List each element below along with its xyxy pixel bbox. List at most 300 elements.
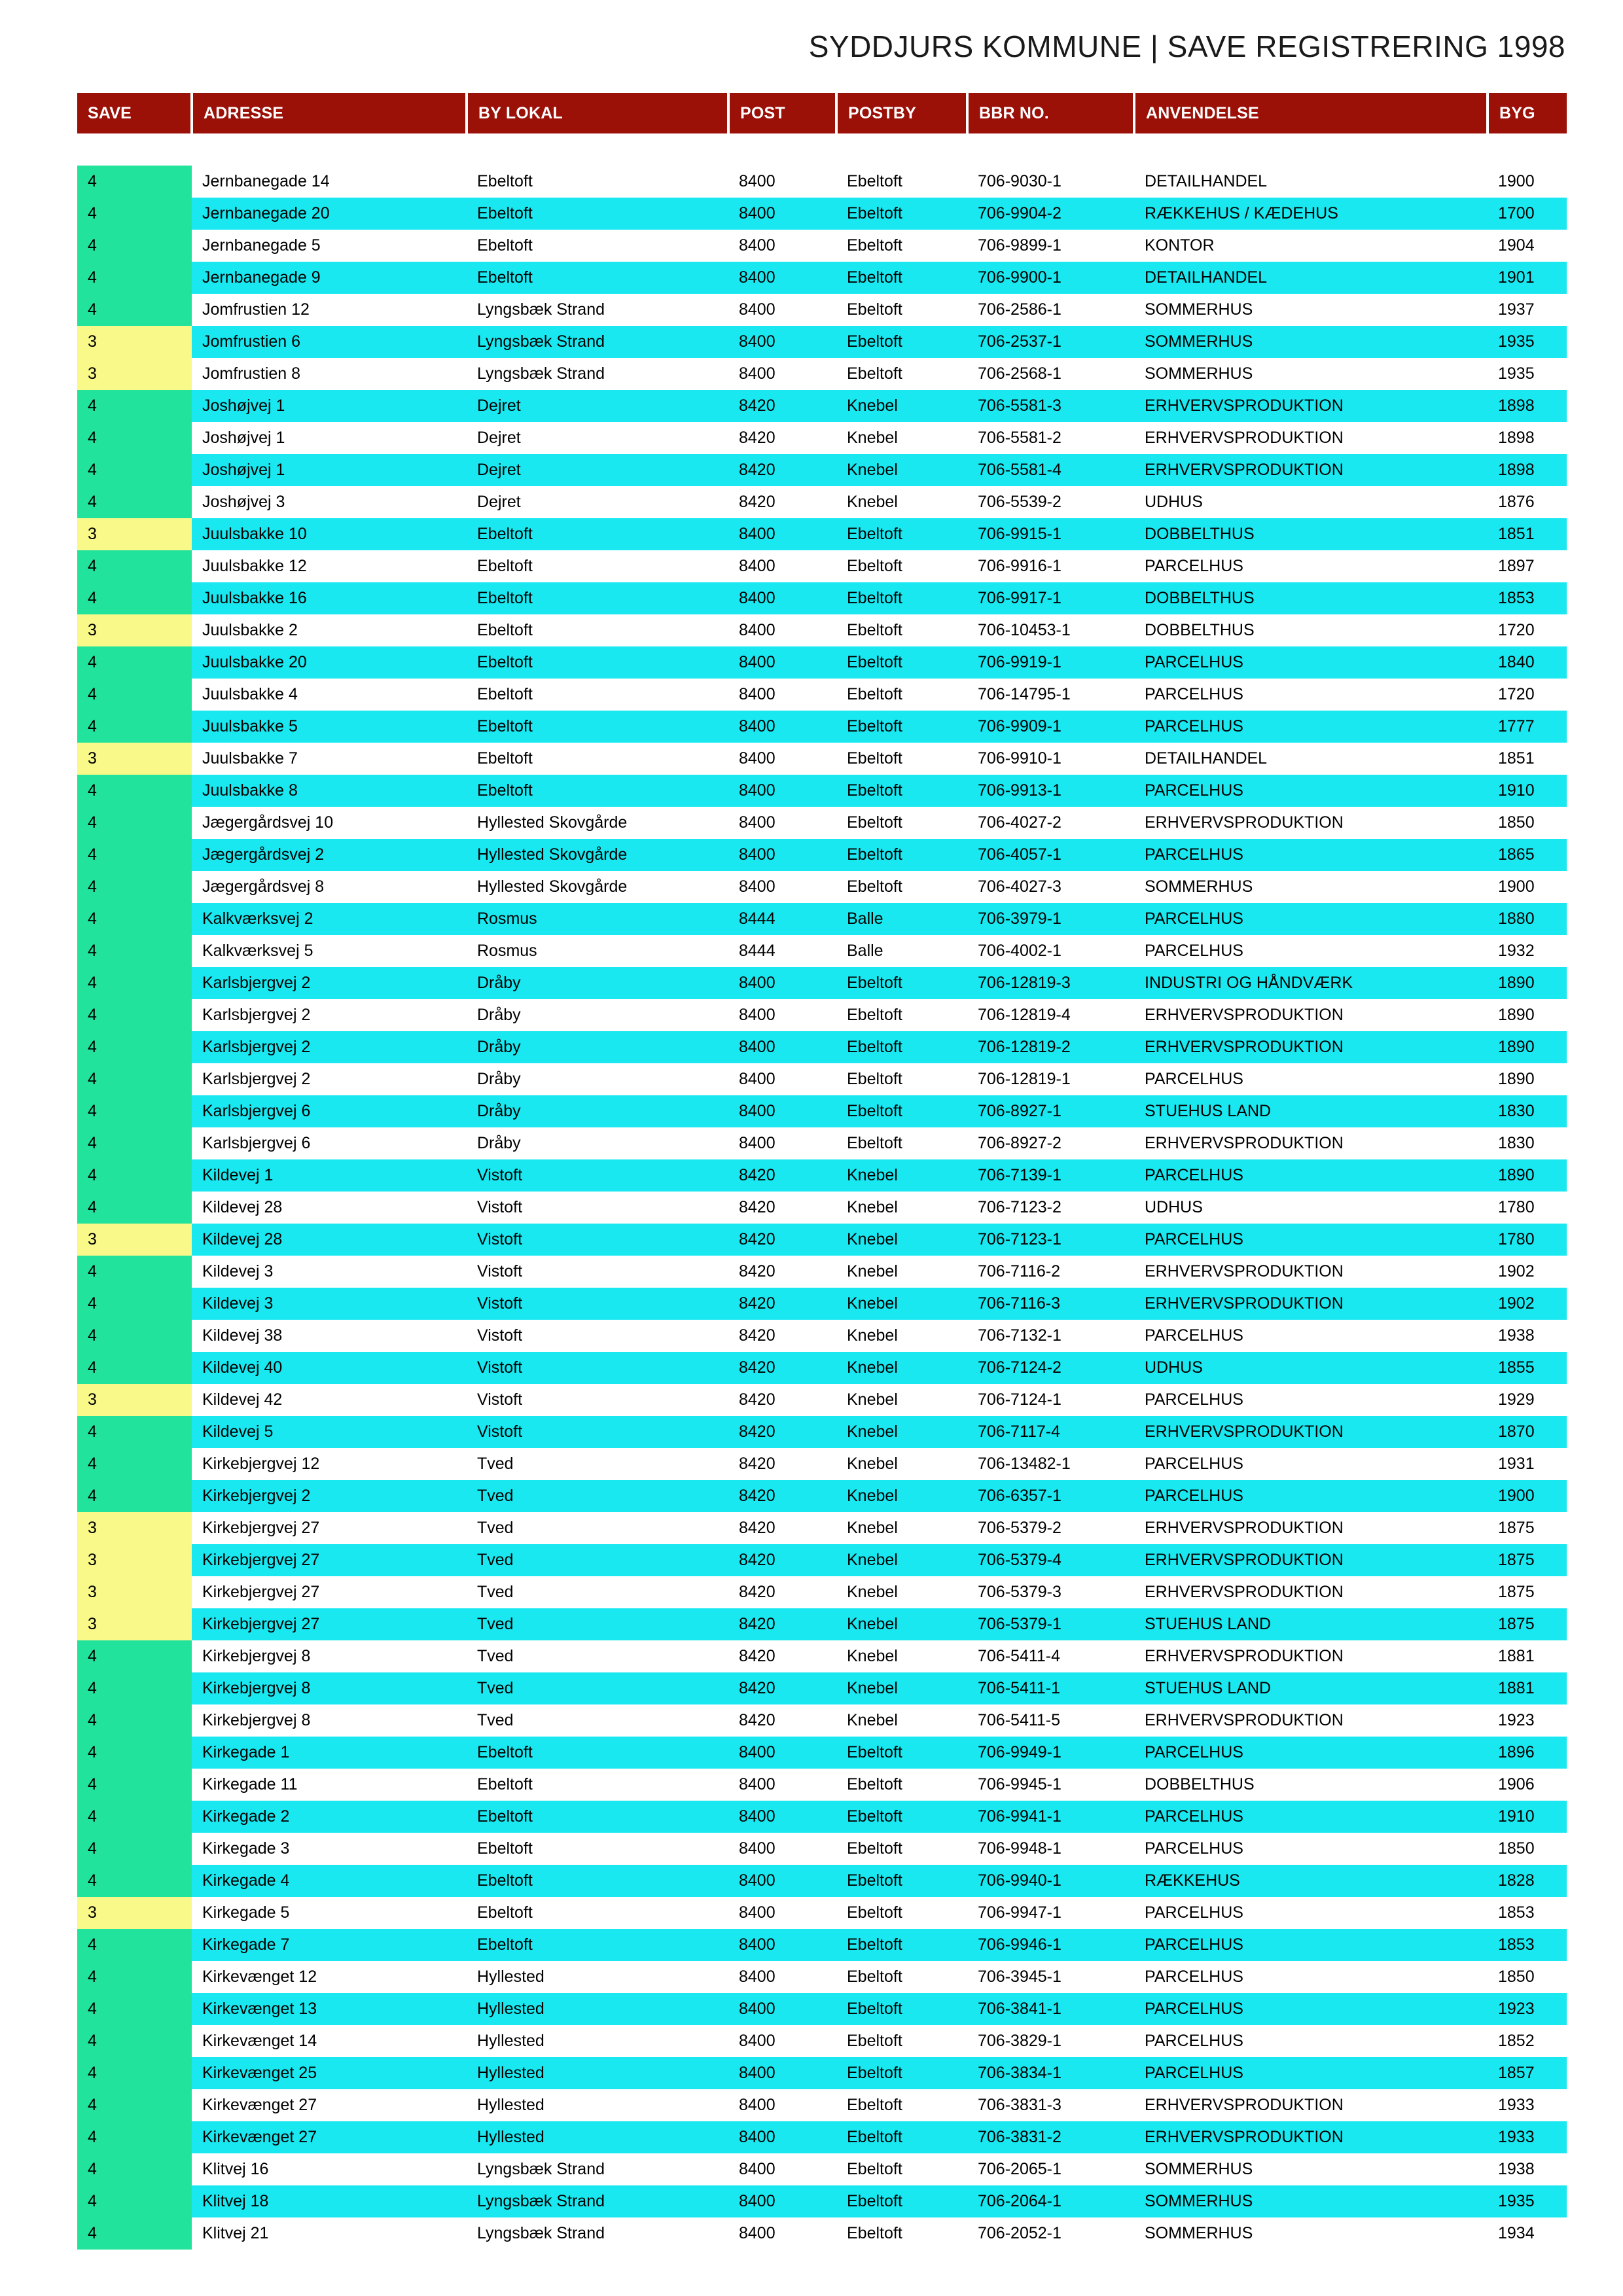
cell-bbr: 706-5539-2 xyxy=(967,486,1134,518)
cell-bylokal: Ebeltoft xyxy=(467,582,728,614)
cell-save: 3 xyxy=(77,1897,192,1929)
cell-anvendelse: PARCELHUS xyxy=(1134,1063,1488,1095)
cell-byg: 1855 xyxy=(1488,1352,1567,1384)
cell-byg: 1935 xyxy=(1488,2185,1567,2217)
cell-bylokal: Tved xyxy=(467,1608,728,1640)
cell-anvendelse: PARCELHUS xyxy=(1134,2025,1488,2057)
cell-anvendelse: ERHVERVSPRODUKTION xyxy=(1134,807,1488,839)
cell-byg: 1780 xyxy=(1488,1192,1567,1224)
cell-byg: 1890 xyxy=(1488,967,1567,999)
cell-byg: 1852 xyxy=(1488,2025,1567,2057)
table-row xyxy=(77,1320,1567,1352)
cell-save: 4 xyxy=(77,1769,192,1801)
cell-save: 3 xyxy=(77,1544,192,1576)
cell-bylokal: Ebeltoft xyxy=(467,1865,728,1897)
cell-save: 4 xyxy=(77,166,192,198)
cell-bbr: 706-9909-1 xyxy=(967,711,1134,743)
cell-save: 4 xyxy=(77,2121,192,2153)
cell-bylokal: Lyngsbæk Strand xyxy=(467,358,728,390)
cell-post: 8400 xyxy=(728,166,836,198)
cell-anvendelse: KONTOR xyxy=(1134,230,1488,262)
column-header-adresse: ADRESSE xyxy=(192,93,467,133)
cell-anvendelse: INDUSTRI OG HÅNDVÆRK xyxy=(1134,967,1488,999)
cell-save: 4 xyxy=(77,2185,192,2217)
cell-postby: Knebel xyxy=(836,1544,967,1576)
cell-postby: Ebeltoft xyxy=(836,1737,967,1769)
cell-adresse: Joshøjvej 3 xyxy=(192,486,467,518)
cell-adresse: Kildevej 1 xyxy=(192,1159,467,1192)
cell-bylokal: Ebeltoft xyxy=(467,1737,728,1769)
cell-bbr: 706-9916-1 xyxy=(967,550,1134,582)
cell-bylokal: Vistoft xyxy=(467,1320,728,1352)
cell-byg: 1851 xyxy=(1488,743,1567,775)
cell-bbr: 706-6357-1 xyxy=(967,1480,1134,1512)
cell-byg: 1777 xyxy=(1488,711,1567,743)
table-row xyxy=(77,1929,1567,1961)
cell-save: 4 xyxy=(77,807,192,839)
cell-anvendelse: SOMMERHUS xyxy=(1134,2153,1488,2185)
cell-adresse: Juulsbakke 4 xyxy=(192,679,467,711)
table-row xyxy=(77,582,1567,614)
cell-adresse: Kirkebjergvej 27 xyxy=(192,1576,467,1608)
cell-byg: 1828 xyxy=(1488,1865,1567,1897)
cell-anvendelse: PARCELHUS xyxy=(1134,775,1488,807)
cell-byg: 1853 xyxy=(1488,582,1567,614)
cell-post: 8400 xyxy=(728,775,836,807)
table-row xyxy=(77,2025,1567,2057)
cell-bbr: 706-2586-1 xyxy=(967,294,1134,326)
cell-postby: Ebeltoft xyxy=(836,166,967,198)
cell-postby: Knebel xyxy=(836,1672,967,1704)
cell-save: 4 xyxy=(77,1320,192,1352)
cell-adresse: Kirkegade 1 xyxy=(192,1737,467,1769)
cell-anvendelse: DOBBELTHUS xyxy=(1134,518,1488,550)
cell-post: 8400 xyxy=(728,743,836,775)
cell-anvendelse: SOMMERHUS xyxy=(1134,2217,1488,2250)
cell-save: 3 xyxy=(77,358,192,390)
cell-bylokal: Hyllested xyxy=(467,2089,728,2121)
table-row xyxy=(77,294,1567,326)
cell-save: 4 xyxy=(77,1031,192,1063)
cell-bylokal: Ebeltoft xyxy=(467,166,728,198)
cell-save: 4 xyxy=(77,1865,192,1897)
cell-save: 4 xyxy=(77,1480,192,1512)
cell-anvendelse: PARCELHUS xyxy=(1134,1159,1488,1192)
table-row xyxy=(77,967,1567,999)
cell-postby: Knebel xyxy=(836,1704,967,1737)
cell-byg: 1898 xyxy=(1488,422,1567,454)
cell-bylokal: Hyllested Skovgårde xyxy=(467,839,728,871)
cell-bbr: 706-12819-1 xyxy=(967,1063,1134,1095)
cell-bylokal: Lyngsbæk Strand xyxy=(467,326,728,358)
cell-postby: Knebel xyxy=(836,1416,967,1448)
cell-bbr: 706-3829-1 xyxy=(967,2025,1134,2057)
cell-byg: 1881 xyxy=(1488,1640,1567,1672)
cell-post: 8400 xyxy=(728,1127,836,1159)
cell-anvendelse: ERHVERVSPRODUKTION xyxy=(1134,1512,1488,1544)
cell-anvendelse: DETAILHANDEL xyxy=(1134,166,1488,198)
table-row xyxy=(77,262,1567,294)
cell-bbr: 706-4027-3 xyxy=(967,871,1134,903)
cell-anvendelse: ERHVERVSPRODUKTION xyxy=(1134,1256,1488,1288)
cell-anvendelse: ERHVERVSPRODUKTION xyxy=(1134,1640,1488,1672)
cell-bylokal: Vistoft xyxy=(467,1288,728,1320)
cell-byg: 1700 xyxy=(1488,198,1567,230)
cell-byg: 1900 xyxy=(1488,1480,1567,1512)
cell-adresse: Jernbanegade 9 xyxy=(192,262,467,294)
table-row xyxy=(77,358,1567,390)
cell-adresse: Klitvej 18 xyxy=(192,2185,467,2217)
cell-adresse: Kirkebjergvej 8 xyxy=(192,1672,467,1704)
save-registration-table-wrapper xyxy=(77,93,1567,2250)
cell-postby: Knebel xyxy=(836,1608,967,1640)
cell-bbr: 706-2568-1 xyxy=(967,358,1134,390)
cell-adresse: Kirkebjergvej 8 xyxy=(192,1640,467,1672)
table-row xyxy=(77,1640,1567,1672)
cell-byg: 1932 xyxy=(1488,935,1567,967)
table-row xyxy=(77,1480,1567,1512)
cell-save: 3 xyxy=(77,1384,192,1416)
cell-adresse: Juulsbakke 12 xyxy=(192,550,467,582)
cell-post: 8400 xyxy=(728,999,836,1031)
cell-post: 8420 xyxy=(728,1576,836,1608)
cell-byg: 1881 xyxy=(1488,1672,1567,1704)
cell-anvendelse: PARCELHUS xyxy=(1134,903,1488,935)
cell-bylokal: Hyllested xyxy=(467,2025,728,2057)
cell-post: 8400 xyxy=(728,614,836,646)
cell-bbr: 706-10453-1 xyxy=(967,614,1134,646)
cell-post: 8420 xyxy=(728,390,836,422)
cell-bylokal: Ebeltoft xyxy=(467,1897,728,1929)
table-row xyxy=(77,166,1567,198)
cell-byg: 1938 xyxy=(1488,1320,1567,1352)
cell-anvendelse: PARCELHUS xyxy=(1134,679,1488,711)
cell-byg: 1880 xyxy=(1488,903,1567,935)
table-row xyxy=(77,871,1567,903)
cell-anvendelse: PARCELHUS xyxy=(1134,1448,1488,1480)
cell-save: 4 xyxy=(77,486,192,518)
cell-byg: 1850 xyxy=(1488,807,1567,839)
cell-bbr: 706-9947-1 xyxy=(967,1897,1134,1929)
cell-bylokal: Tved xyxy=(467,1480,728,1512)
cell-byg: 1890 xyxy=(1488,999,1567,1031)
table-row xyxy=(77,807,1567,839)
cell-postby: Knebel xyxy=(836,486,967,518)
cell-bylokal: Ebeltoft xyxy=(467,646,728,679)
cell-byg: 1857 xyxy=(1488,2057,1567,2089)
cell-postby: Ebeltoft xyxy=(836,999,967,1031)
table-row xyxy=(77,646,1567,679)
cell-byg: 1934 xyxy=(1488,2217,1567,2250)
cell-byg: 1935 xyxy=(1488,326,1567,358)
cell-bylokal: Hyllested xyxy=(467,2121,728,2153)
table-row xyxy=(77,1801,1567,1833)
cell-save: 4 xyxy=(77,679,192,711)
cell-byg: 1896 xyxy=(1488,1737,1567,1769)
cell-post: 8420 xyxy=(728,1352,836,1384)
cell-adresse: Kirkevænget 25 xyxy=(192,2057,467,2089)
cell-bbr: 706-9899-1 xyxy=(967,230,1134,262)
table-body xyxy=(77,133,1567,2250)
cell-post: 8400 xyxy=(728,358,836,390)
cell-post: 8420 xyxy=(728,1384,836,1416)
cell-byg: 1937 xyxy=(1488,294,1567,326)
cell-adresse: Kirkevænget 14 xyxy=(192,2025,467,2057)
cell-bbr: 706-13482-1 xyxy=(967,1448,1134,1480)
table-row xyxy=(77,1224,1567,1256)
cell-byg: 1898 xyxy=(1488,454,1567,486)
cell-bbr: 706-7124-1 xyxy=(967,1384,1134,1416)
cell-post: 8400 xyxy=(728,1865,836,1897)
cell-adresse: Karlsbjergvej 2 xyxy=(192,1063,467,1095)
cell-postby: Ebeltoft xyxy=(836,2057,967,2089)
table-row xyxy=(77,1256,1567,1288)
cell-postby: Ebeltoft xyxy=(836,614,967,646)
cell-postby: Knebel xyxy=(836,1384,967,1416)
cell-postby: Ebeltoft xyxy=(836,679,967,711)
cell-postby: Ebeltoft xyxy=(836,2185,967,2217)
cell-adresse: Jægergårdsvej 2 xyxy=(192,839,467,871)
table-row xyxy=(77,839,1567,871)
table-row xyxy=(77,1608,1567,1640)
cell-anvendelse: DOBBELTHUS xyxy=(1134,582,1488,614)
cell-bylokal: Ebeltoft xyxy=(467,518,728,550)
table-row xyxy=(77,1095,1567,1127)
cell-save: 3 xyxy=(77,518,192,550)
cell-byg: 1902 xyxy=(1488,1256,1567,1288)
cell-save: 4 xyxy=(77,2057,192,2089)
cell-bbr: 706-9910-1 xyxy=(967,743,1134,775)
cell-bbr: 706-8927-1 xyxy=(967,1095,1134,1127)
cell-post: 8420 xyxy=(728,1544,836,1576)
cell-save: 4 xyxy=(77,1640,192,1672)
cell-byg: 1840 xyxy=(1488,646,1567,679)
cell-anvendelse: STUEHUS LAND xyxy=(1134,1608,1488,1640)
table-row xyxy=(77,1127,1567,1159)
cell-post: 8420 xyxy=(728,486,836,518)
cell-adresse: Kirkevænget 27 xyxy=(192,2089,467,2121)
cell-postby: Ebeltoft xyxy=(836,518,967,550)
cell-save: 4 xyxy=(77,550,192,582)
cell-anvendelse: ERHVERVSPRODUKTION xyxy=(1134,1416,1488,1448)
cell-byg: 1900 xyxy=(1488,871,1567,903)
cell-byg: 1865 xyxy=(1488,839,1567,871)
cell-bylokal: Ebeltoft xyxy=(467,614,728,646)
cell-byg: 1902 xyxy=(1488,1288,1567,1320)
cell-anvendelse: ERHVERVSPRODUKTION xyxy=(1134,1031,1488,1063)
cell-anvendelse: ERHVERVSPRODUKTION xyxy=(1134,1288,1488,1320)
cell-adresse: Karlsbjergvej 2 xyxy=(192,967,467,999)
cell-adresse: Karlsbjergvej 2 xyxy=(192,999,467,1031)
cell-postby: Ebeltoft xyxy=(836,230,967,262)
cell-bylokal: Ebeltoft xyxy=(467,743,728,775)
cell-save: 4 xyxy=(77,646,192,679)
cell-postby: Knebel xyxy=(836,1352,967,1384)
cell-bbr: 706-4057-1 xyxy=(967,839,1134,871)
cell-bbr: 706-14795-1 xyxy=(967,679,1134,711)
cell-byg: 1853 xyxy=(1488,1897,1567,1929)
table-row xyxy=(77,1288,1567,1320)
cell-save: 3 xyxy=(77,614,192,646)
cell-adresse: Jomfrustien 6 xyxy=(192,326,467,358)
cell-post: 8420 xyxy=(728,1159,836,1192)
cell-postby: Ebeltoft xyxy=(836,2089,967,2121)
cell-save: 4 xyxy=(77,1993,192,2025)
cell-post: 8444 xyxy=(728,903,836,935)
cell-bylokal: Lyngsbæk Strand xyxy=(467,2153,728,2185)
cell-bbr: 706-3841-1 xyxy=(967,1993,1134,2025)
cell-postby: Balle xyxy=(836,935,967,967)
cell-bylokal: Hyllested Skovgårde xyxy=(467,807,728,839)
cell-save: 4 xyxy=(77,1159,192,1192)
cell-bylokal: Rosmus xyxy=(467,935,728,967)
cell-anvendelse: PARCELHUS xyxy=(1134,1320,1488,1352)
cell-byg: 1910 xyxy=(1488,775,1567,807)
table-row xyxy=(77,2153,1567,2185)
cell-bylokal: Vistoft xyxy=(467,1159,728,1192)
cell-adresse: Kirkebjergvej 27 xyxy=(192,1512,467,1544)
cell-post: 8400 xyxy=(728,646,836,679)
cell-save: 4 xyxy=(77,262,192,294)
cell-byg: 1850 xyxy=(1488,1961,1567,1993)
cell-adresse: Kirkevænget 27 xyxy=(192,2121,467,2153)
cell-anvendelse: PARCELHUS xyxy=(1134,1737,1488,1769)
cell-anvendelse: PARCELHUS xyxy=(1134,1833,1488,1865)
cell-bylokal: Dejret xyxy=(467,454,728,486)
cell-byg: 1904 xyxy=(1488,230,1567,262)
cell-post: 8420 xyxy=(728,1640,836,1672)
table-row xyxy=(77,1416,1567,1448)
cell-bbr: 706-5379-1 xyxy=(967,1608,1134,1640)
table-row xyxy=(77,743,1567,775)
cell-bylokal: Dejret xyxy=(467,390,728,422)
cell-bylokal: Lyngsbæk Strand xyxy=(467,2217,728,2250)
cell-byg: 1875 xyxy=(1488,1576,1567,1608)
cell-postby: Knebel xyxy=(836,454,967,486)
cell-bbr: 706-2064-1 xyxy=(967,2185,1134,2217)
cell-byg: 1720 xyxy=(1488,614,1567,646)
column-header-bbr: BBR NO. xyxy=(967,93,1134,133)
cell-save: 4 xyxy=(77,1192,192,1224)
cell-bbr: 706-9949-1 xyxy=(967,1737,1134,1769)
cell-anvendelse: ERHVERVSPRODUKTION xyxy=(1134,2089,1488,2121)
cell-save: 4 xyxy=(77,903,192,935)
table-row xyxy=(77,326,1567,358)
table-row xyxy=(77,230,1567,262)
cell-byg: 1897 xyxy=(1488,550,1567,582)
cell-adresse: Joshøjvej 1 xyxy=(192,454,467,486)
cell-save: 4 xyxy=(77,1288,192,1320)
table-header xyxy=(77,93,1567,133)
cell-anvendelse: PARCELHUS xyxy=(1134,1801,1488,1833)
table-row xyxy=(77,1961,1567,1993)
cell-byg: 1870 xyxy=(1488,1416,1567,1448)
cell-adresse: Kildevej 3 xyxy=(192,1256,467,1288)
cell-bbr: 706-2537-1 xyxy=(967,326,1134,358)
cell-adresse: Kalkværksvej 2 xyxy=(192,903,467,935)
table-row xyxy=(77,1897,1567,1929)
cell-byg: 1906 xyxy=(1488,1769,1567,1801)
cell-save: 4 xyxy=(77,1801,192,1833)
cell-save: 3 xyxy=(77,1576,192,1608)
cell-adresse: Klitvej 21 xyxy=(192,2217,467,2250)
cell-adresse: Juulsbakke 20 xyxy=(192,646,467,679)
table-row xyxy=(77,2057,1567,2089)
cell-bylokal: Tved xyxy=(467,1544,728,1576)
cell-byg: 1923 xyxy=(1488,1704,1567,1737)
cell-adresse: Joshøjvej 1 xyxy=(192,390,467,422)
cell-bylokal: Ebeltoft xyxy=(467,711,728,743)
cell-bylokal: Tved xyxy=(467,1704,728,1737)
table-row xyxy=(77,935,1567,967)
cell-byg: 1890 xyxy=(1488,1063,1567,1095)
cell-postby: Ebeltoft xyxy=(836,1865,967,1897)
cell-anvendelse: PARCELHUS xyxy=(1134,1480,1488,1512)
cell-bylokal: Hyllested xyxy=(467,1961,728,1993)
cell-post: 8400 xyxy=(728,1031,836,1063)
table-row xyxy=(77,1704,1567,1737)
page-title: SYDDJURS KOMMUNE | SAVE REGISTRERING 1998 xyxy=(808,29,1565,63)
cell-postby: Ebeltoft xyxy=(836,807,967,839)
cell-post: 8420 xyxy=(728,1416,836,1448)
cell-bbr: 706-5379-2 xyxy=(967,1512,1134,1544)
save-registration-table xyxy=(77,93,1567,2250)
cell-adresse: Karlsbjergvej 6 xyxy=(192,1095,467,1127)
cell-postby: Ebeltoft xyxy=(836,2025,967,2057)
cell-save: 4 xyxy=(77,1672,192,1704)
cell-byg: 1851 xyxy=(1488,518,1567,550)
table-row xyxy=(77,903,1567,935)
cell-adresse: Jomfrustien 12 xyxy=(192,294,467,326)
table-row xyxy=(77,1448,1567,1480)
cell-adresse: Juulsbakke 16 xyxy=(192,582,467,614)
cell-adresse: Kildevej 38 xyxy=(192,1320,467,1352)
cell-postby: Knebel xyxy=(836,1192,967,1224)
cell-anvendelse: UDHUS xyxy=(1134,1352,1488,1384)
cell-save: 4 xyxy=(77,1352,192,1384)
cell-bylokal: Tved xyxy=(467,1576,728,1608)
cell-anvendelse: PARCELHUS xyxy=(1134,646,1488,679)
table-row xyxy=(77,1159,1567,1192)
cell-anvendelse: UDHUS xyxy=(1134,1192,1488,1224)
cell-bylokal: Ebeltoft xyxy=(467,262,728,294)
cell-post: 8400 xyxy=(728,1063,836,1095)
table-header-row xyxy=(77,93,1567,133)
cell-adresse: Kirkebjergvej 12 xyxy=(192,1448,467,1480)
cell-post: 8400 xyxy=(728,1769,836,1801)
cell-postby: Knebel xyxy=(836,1640,967,1672)
cell-anvendelse: SOMMERHUS xyxy=(1134,358,1488,390)
cell-bylokal: Vistoft xyxy=(467,1256,728,1288)
cell-anvendelse: DETAILHANDEL xyxy=(1134,262,1488,294)
cell-bylokal: Ebeltoft xyxy=(467,679,728,711)
cell-byg: 1850 xyxy=(1488,1833,1567,1865)
cell-save: 4 xyxy=(77,1704,192,1737)
cell-adresse: Kirkegade 7 xyxy=(192,1929,467,1961)
cell-bylokal: Ebeltoft xyxy=(467,1929,728,1961)
cell-post: 8400 xyxy=(728,1961,836,1993)
cell-post: 8420 xyxy=(728,1192,836,1224)
cell-postby: Knebel xyxy=(836,1320,967,1352)
table-row xyxy=(77,1672,1567,1704)
cell-anvendelse: PARCELHUS xyxy=(1134,1897,1488,1929)
cell-postby: Ebeltoft xyxy=(836,550,967,582)
table-spacer-cell xyxy=(77,133,1567,166)
table-row xyxy=(77,614,1567,646)
cell-postby: Ebeltoft xyxy=(836,1929,967,1961)
cell-adresse: Kildevej 28 xyxy=(192,1224,467,1256)
cell-anvendelse: PARCELHUS xyxy=(1134,550,1488,582)
